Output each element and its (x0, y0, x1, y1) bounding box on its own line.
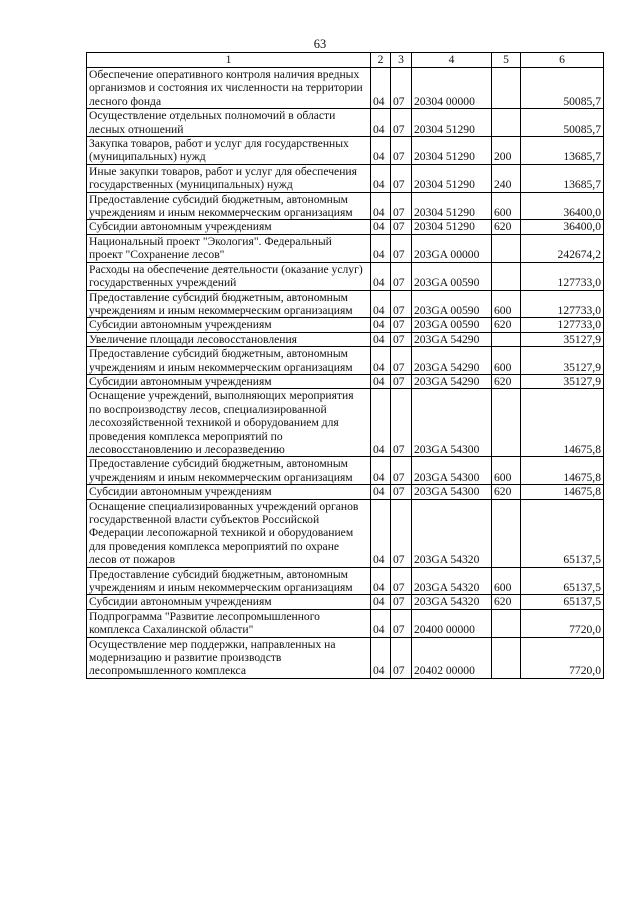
cell-expense-type (492, 109, 521, 137)
cell-amount: 13685,7 (521, 164, 604, 192)
cell-target-article: 203GA 54300 (412, 457, 492, 485)
cell-name: Предоставление субсидий бюджетным, автономным учреждениям и иным некоммерческим организациям (87, 457, 371, 485)
cell-subsection: 07 (391, 332, 412, 346)
cell-section: 04 (371, 109, 391, 137)
cell-target-article: 203GA 00590 (412, 262, 492, 290)
cell-amount: 127733,0 (521, 318, 604, 332)
cell-subsection: 07 (391, 389, 412, 457)
table-row (87, 234, 604, 262)
cell-amount: 35127,9 (521, 347, 604, 375)
cell-expense-type (492, 262, 521, 290)
cell-target-article: 20402 00000 (412, 637, 492, 678)
cell-expense-type (492, 68, 521, 109)
cell-expense-type: 600 (492, 290, 521, 318)
cell-subsection: 07 (391, 164, 412, 192)
table-row (87, 290, 604, 318)
cell-name: Оснащение учреждений, выполняющих мероприятия по воспроизводству лесов, специализированной лесохозяйственной техникой и оборудованием для проведения комплекса мероприятий по лесовосстановлению и лесоразведению (87, 389, 371, 457)
cell-target-article: 20400 00000 (412, 609, 492, 637)
cell-subsection: 07 (391, 457, 412, 485)
cell-name: Предоставление субсидий бюджетным, автономным учреждениям и иным некоммерческим организациям (87, 567, 371, 595)
cell-amount: 50085,7 (521, 109, 604, 137)
header-col-4: 4 (412, 53, 492, 68)
cell-expense-type (492, 499, 521, 567)
header-col-2: 2 (371, 53, 391, 68)
cell-subsection: 07 (391, 595, 412, 609)
cell-section: 04 (371, 332, 391, 346)
cell-name: Осуществление отдельных полномочий в области лесных отношений (87, 109, 371, 137)
page-number: 63 (313, 37, 327, 51)
cell-name: Субсидии автономным учреждениям (87, 485, 371, 499)
cell-amount: 127733,0 (521, 290, 604, 318)
cell-section: 04 (371, 347, 391, 375)
cell-name: Обеспечение оперативного контроля наличия вредных организмов и состояния их численности на территории лесного фонда (87, 68, 371, 109)
cell-subsection: 07 (391, 234, 412, 262)
table-row (87, 567, 604, 595)
cell-name: Предоставление субсидий бюджетным, автономным учреждениям и иным некоммерческим организациям (87, 347, 371, 375)
cell-expense-type: 620 (492, 595, 521, 609)
cell-name: Увеличение площади лесовосстановления (87, 332, 371, 346)
cell-expense-type (492, 609, 521, 637)
cell-subsection: 07 (391, 567, 412, 595)
table-row (87, 637, 604, 678)
cell-amount: 242674,2 (521, 234, 604, 262)
cell-amount: 7720,0 (521, 637, 604, 678)
table-row (87, 164, 604, 192)
table-row (87, 389, 604, 457)
table-row (87, 332, 604, 346)
cell-section: 04 (371, 137, 391, 165)
cell-section: 04 (371, 318, 391, 332)
cell-expense-type: 620 (492, 318, 521, 332)
cell-subsection: 07 (391, 220, 412, 234)
cell-subsection: 07 (391, 109, 412, 137)
cell-expense-type (492, 332, 521, 346)
cell-section: 04 (371, 499, 391, 567)
cell-expense-type (492, 637, 521, 678)
cell-amount: 36400,0 (521, 192, 604, 220)
cell-name: Предоставление субсидий бюджетным, автономным учреждениям и иным некоммерческим организациям (87, 290, 371, 318)
cell-name: Закупка товаров, работ и услуг для государственных (муниципальных) нужд (87, 137, 371, 165)
cell-expense-type: 600 (492, 347, 521, 375)
cell-amount: 14675,8 (521, 389, 604, 457)
cell-name: Субсидии автономным учреждениям (87, 318, 371, 332)
cell-target-article: 20304 51290 (412, 109, 492, 137)
header-col-1: 1 (87, 53, 371, 68)
cell-target-article: 20304 51290 (412, 164, 492, 192)
budget-table (86, 52, 604, 679)
cell-subsection: 07 (391, 347, 412, 375)
table-row (87, 318, 604, 332)
cell-name: Иные закупки товаров, работ и услуг для обеспечения государственных (муниципальных) нужд (87, 164, 371, 192)
cell-subsection: 07 (391, 318, 412, 332)
cell-expense-type: 600 (492, 192, 521, 220)
table-row (87, 374, 604, 388)
table-row (87, 109, 604, 137)
table-row (87, 220, 604, 234)
cell-subsection: 07 (391, 192, 412, 220)
cell-amount: 35127,9 (521, 332, 604, 346)
cell-name: Субсидии автономным учреждениям (87, 595, 371, 609)
table-row (87, 347, 604, 375)
cell-expense-type (492, 234, 521, 262)
cell-subsection: 07 (391, 499, 412, 567)
header-col-3: 3 (391, 53, 412, 68)
table-row (87, 457, 604, 485)
cell-target-article: 203GA 54320 (412, 567, 492, 595)
cell-expense-type: 240 (492, 164, 521, 192)
cell-section: 04 (371, 68, 391, 109)
cell-amount: 65137,5 (521, 567, 604, 595)
cell-section: 04 (371, 192, 391, 220)
cell-amount: 127733,0 (521, 262, 604, 290)
cell-section: 04 (371, 567, 391, 595)
cell-section: 04 (371, 374, 391, 388)
table-row (87, 192, 604, 220)
cell-amount: 65137,5 (521, 499, 604, 567)
cell-section: 04 (371, 164, 391, 192)
cell-subsection: 07 (391, 137, 412, 165)
cell-subsection: 07 (391, 290, 412, 318)
table-row (87, 609, 604, 637)
cell-section: 04 (371, 637, 391, 678)
cell-target-article: 203GA 54320 (412, 499, 492, 567)
cell-subsection: 07 (391, 262, 412, 290)
cell-subsection: 07 (391, 374, 412, 388)
cell-subsection: 07 (391, 485, 412, 499)
table-row (87, 137, 604, 165)
cell-target-article: 20304 00000 (412, 68, 492, 109)
table-header-row (87, 53, 604, 68)
cell-amount: 36400,0 (521, 220, 604, 234)
cell-expense-type: 600 (492, 457, 521, 485)
cell-subsection: 07 (391, 609, 412, 637)
cell-target-article: 20304 51290 (412, 220, 492, 234)
cell-target-article: 203GA 54290 (412, 332, 492, 346)
cell-expense-type: 200 (492, 137, 521, 165)
cell-target-article: 203GA 54300 (412, 485, 492, 499)
cell-target-article: 203GA 54290 (412, 374, 492, 388)
cell-section: 04 (371, 389, 391, 457)
cell-target-article: 203GA 00590 (412, 290, 492, 318)
cell-subsection: 07 (391, 637, 412, 678)
cell-target-article: 203GA 54300 (412, 389, 492, 457)
cell-amount: 7720,0 (521, 609, 604, 637)
cell-section: 04 (371, 290, 391, 318)
cell-subsection: 07 (391, 68, 412, 109)
cell-name: Оснащение специализированных учреждений органов государственной власти субъектов Российской Федерации лесопожарной техникой и оборудованием для проведения комплекса мероприятий по охране лесов от пожаров (87, 499, 371, 567)
cell-section: 04 (371, 595, 391, 609)
cell-expense-type: 600 (492, 567, 521, 595)
cell-section: 04 (371, 609, 391, 637)
cell-section: 04 (371, 485, 391, 499)
cell-expense-type: 620 (492, 485, 521, 499)
cell-amount: 50085,7 (521, 68, 604, 109)
table-row (87, 595, 604, 609)
cell-name: Осуществление мер поддержки, направленных на модернизацию и развитие производств лесопромышленного комплекса (87, 637, 371, 678)
cell-amount: 14675,8 (521, 485, 604, 499)
cell-name: Расходы на обеспечение деятельности (оказание услуг) государственных учреждений (87, 262, 371, 290)
cell-amount: 65137,5 (521, 595, 604, 609)
table-row (87, 485, 604, 499)
cell-name: Предоставление субсидий бюджетным, автономным учреждениям и иным некоммерческим организациям (87, 192, 371, 220)
cell-section: 04 (371, 220, 391, 234)
cell-target-article: 203GA 54290 (412, 347, 492, 375)
cell-amount: 14675,8 (521, 457, 604, 485)
header-col-6: 6 (521, 53, 604, 68)
cell-expense-type: 620 (492, 220, 521, 234)
table-row (87, 499, 604, 567)
cell-section: 04 (371, 234, 391, 262)
cell-name: Национальный проект "Экология". Федеральный проект "Сохранение лесов" (87, 234, 371, 262)
cell-target-article: 203GA 00000 (412, 234, 492, 262)
cell-target-article: 20304 51290 (412, 137, 492, 165)
cell-amount: 13685,7 (521, 137, 604, 165)
cell-target-article: 203GA 00590 (412, 318, 492, 332)
cell-name: Субсидии автономным учреждениям (87, 374, 371, 388)
cell-section: 04 (371, 457, 391, 485)
cell-section: 04 (371, 262, 391, 290)
table-row (87, 68, 604, 109)
cell-amount: 35127,9 (521, 374, 604, 388)
cell-name: Субсидии автономным учреждениям (87, 220, 371, 234)
header-col-5: 5 (492, 53, 521, 68)
cell-name: Подпрограмма "Развитие лесопромышленного комплекса Сахалинской области" (87, 609, 371, 637)
table-row (87, 262, 604, 290)
cell-target-article: 20304 51290 (412, 192, 492, 220)
cell-expense-type: 620 (492, 374, 521, 388)
cell-expense-type (492, 389, 521, 457)
cell-target-article: 203GA 54320 (412, 595, 492, 609)
